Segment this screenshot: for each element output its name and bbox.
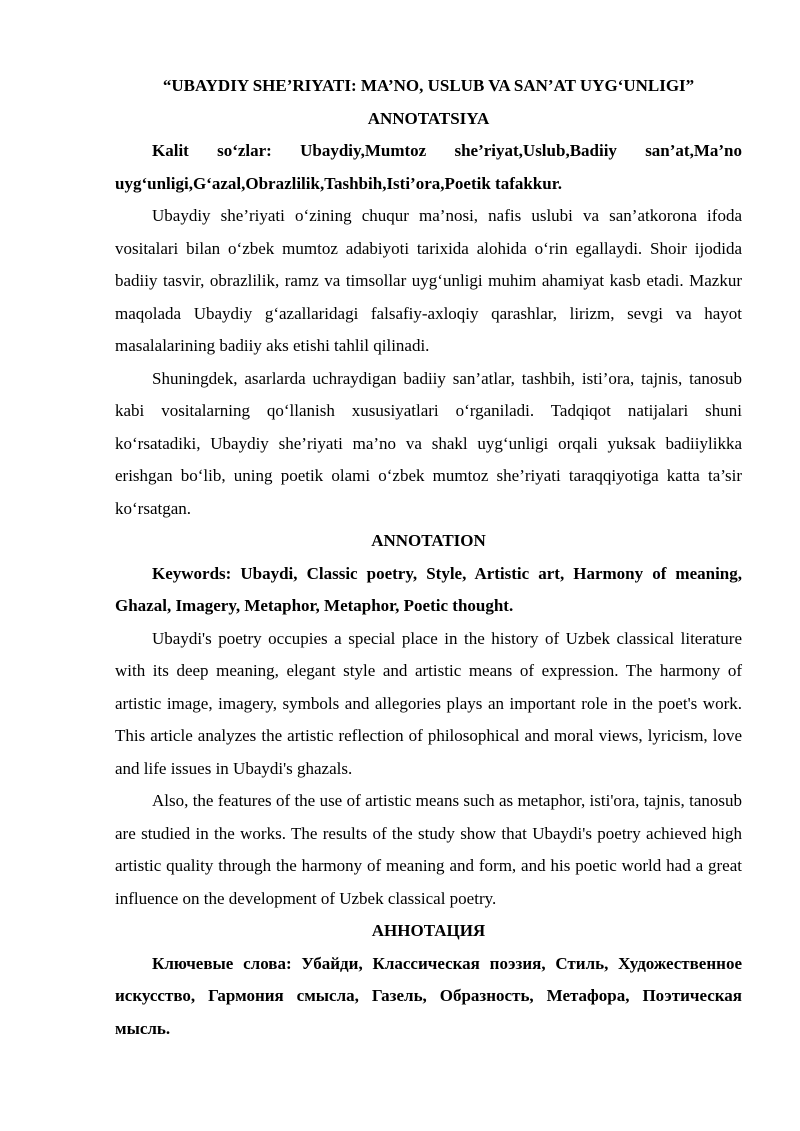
abstract-english-paragraph-1: Ubaydi's poetry occupies a special place in the history of Uzbek classical literature with its deep meaning, elegant style and artistic means of expression. The harmony of artistic image, imagery, symbols and allegories plays an important role in the poet's work. This article analyzes the artistic reflection of philosophical and moral views, lyricism, love and life issues in Ubaydi's ghazals. [115, 628, 742, 778]
heading-annotatsiya: ANNOTATSIYA [367, 108, 490, 128]
article-title: “UBAYDIY SHE’RIYATI: MA’NO, USLUB VA SAN’AT UYG‘UNLIGI” [162, 76, 695, 95]
abstract-english-paragraph-2: Also, the features of the use of artistic means such as metaphor, isti'ora, tajnis, tanosub are studied in the works. The results of the study show that Ubaydi's poetry achieved high artistic quality through the harmony of meaning and form, and his poetic world had a great influence on the development of Uzbek classical poetry. [115, 791, 742, 908]
keywords-uzbek: Kalit so‘zlar: Ubaydiy,Mumtoz she’riyat,Uslub,Badiiy san’at,Ma’no uyg‘unligi,G‘azal,Obrazlilik,Tashbih,Isti’ora,Poetik tafakkur. [115, 141, 742, 193]
keywords-russian: Ключевые слова: Убайди, Классическая поэзия, Стиль, Художественное искусство, Гармония смысла, Газель, Образность, Метафора, Поэтическая мысль. [115, 953, 742, 1038]
keywords-english: Keywords: Ubaydi, Classic poetry, Style, Artistic art, Harmony of meaning, Ghazal, Imagery, Metaphor, Metaphor, Poetic thought. [115, 563, 742, 615]
heading-annotatsiya-russian: АННОТАЦИЯ [371, 921, 486, 940]
heading-annotation: ANNOTATION [371, 531, 486, 550]
abstract-uzbek-paragraph-2: Shuningdek, asarlarda uchraydigan badiiy san’atlar, tashbih, isti’ora, tajnis, tanosub kabi vositalarning qo‘llanish xususiyatlari o‘rganiladi. Tadqiqot natijalari shuni ko‘rsatadiki, Ubaydiy she’riyati ma’no va shakl uyg‘unligi orqali yuksak badiiylikka erishgan bo‘lib, uning poetik olami o‘zbek mumtoz she’riyati taraqqiyotiga katta ta’sir ko‘rsatgan. [115, 368, 742, 518]
abstract-uzbek-paragraph-1: Ubaydiy she’riyati o‘zining chuqur ma’nosi, nafis uslubi va san’atkorona ifoda vositalari bilan o‘zbek mumtoz adabiyoti tarixida alohida o‘rin egallaydi. Shoir ijodida badiiy tasvir, obrazlilik, ramz va timsollar uyg‘unligi muhim ahamiyat kasb etadi. Mazkur maqolada Ubaydiy g‘azallaridagi falsafiy-axloqiy qarashlar, lirizm, sevgi va hayot masalalarining badiiy aks etishi tahlil qilinadi. [115, 206, 742, 355]
